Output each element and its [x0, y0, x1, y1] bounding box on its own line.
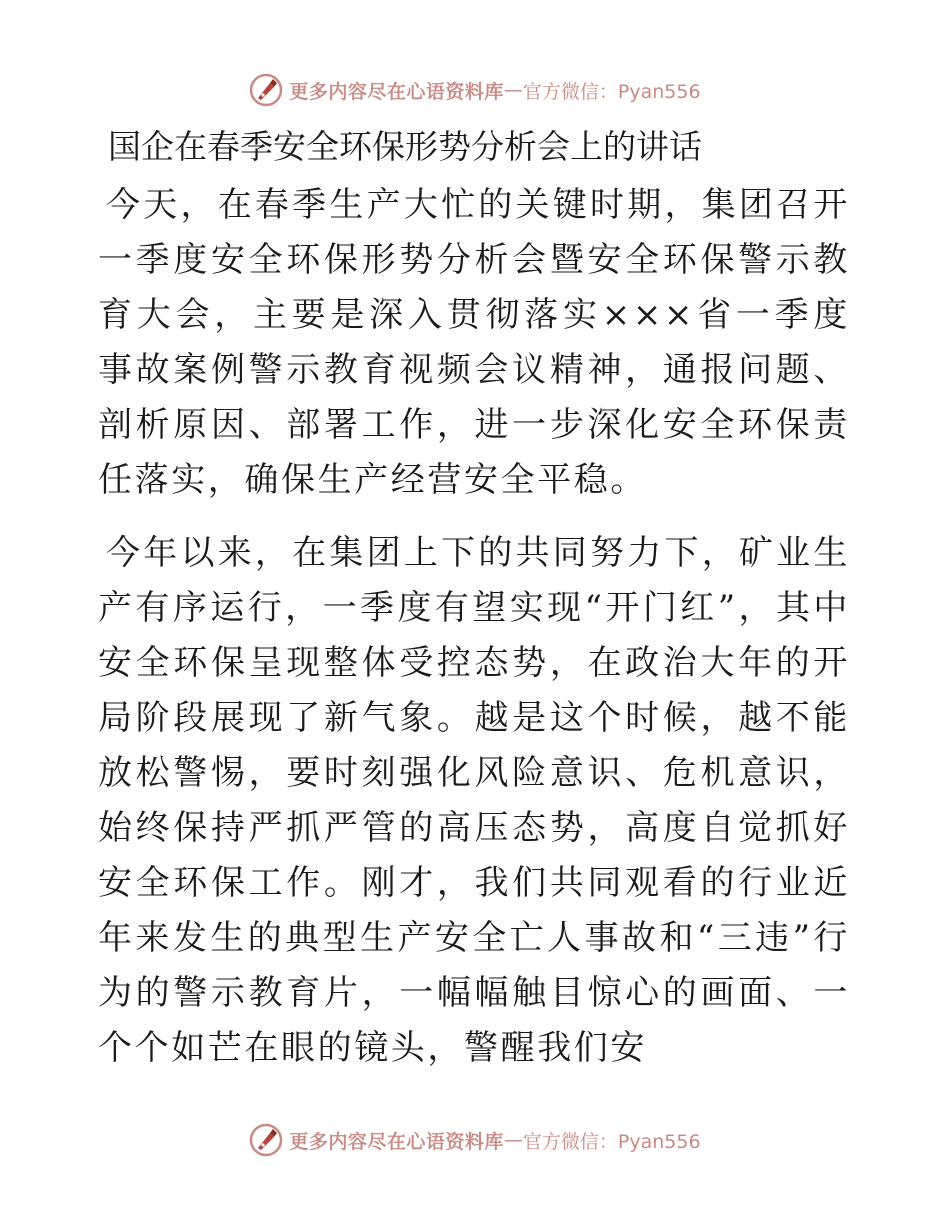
- footer-watermark: [0, 1120, 950, 1160]
- header-watermark: [0, 70, 950, 110]
- watermark-wechat-text: 官方微信：Pyan556: [522, 1130, 701, 1153]
- watermark-site-text: 更多内容尽在心语资料库: [289, 1130, 504, 1153]
- paragraph: 今天，在春季生产大忙的关键时期，集团召开一季度安全环保形势分析会暨安全环保警示教育大会，主要是深入贯彻落实×××省一季度事故案例警示教育视频会议精神，通报问题、剖析原因、部署工作，进一步深化安全环保责任落实，确保生产经营安全平稳。: [98, 185, 850, 500]
- watermark-dash: —: [503, 79, 523, 101]
- page-title: 国企在春季安全环保形势分析会上的讲话: [108, 127, 702, 166]
- paragraph: 今年以来，在集团上下的共同努力下，矿业生产有序运行，一季度有望实现“开门红”，其中安全环保呈现整体受控态势，在政治大年的开局阶段展现了新气象。越是这个时候，越不能放松警惕，要时刻强化风险意识、危机意识，始终保持严抓严管的高压态势，高度自觉抓好安全环保工作。刚才，我们共同观看的行业近年来发生的典型生产安全亡人事故和“三违”行为的警示教育片，一幅幅触目惊心的画面、一个个如芒在眼的镜头，警醒我们安: [98, 533, 850, 1068]
- watermark-site-text: 更多内容尽在心语资料库: [289, 80, 504, 103]
- watermark-dash: —: [503, 1129, 523, 1151]
- document-body: [98, 122, 850, 1094]
- pen-nib-logo-icon: [249, 1123, 283, 1157]
- pen-nib-logo-icon: [249, 73, 283, 107]
- watermark-wechat-text: 官方微信：Pyan556: [522, 80, 701, 103]
